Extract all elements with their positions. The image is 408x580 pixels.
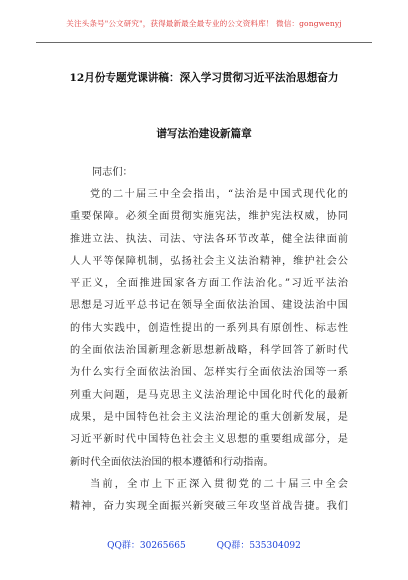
salutation: 同志们： (92, 167, 133, 178)
footer-qq-group-2: QQ群：535304092 (216, 541, 301, 551)
paragraph-1 (70, 184, 348, 474)
paragraph-line: 平正义，全面推进国家各方面工作法治化。”习近平法治 (70, 278, 348, 290)
paragraph-line: 党的二十届三中全会指出，“法治是中国式现代化的 (90, 189, 348, 200)
paragraph-line: 为什么实行全面依法治国、怎样实行全面依法治国等一系 (70, 367, 348, 379)
paragraph-line: 重要保障。必须全面贯彻实施宪法，维护宪法权威，协同 (70, 211, 348, 223)
footer-contact (0, 538, 408, 551)
paragraph-line: 的全面依法治国新理念新思想新战略，科学回答了新时代 (70, 345, 348, 357)
paragraph-line: 人人平等保障机制，弘扬社会主义法治精神，维护社会公 (70, 255, 348, 267)
paragraph-line: 思想是习近平总书记在领导全面依法治国、建设法治中国 (70, 300, 348, 312)
paragraph-line: 新时代全面依法治国的根本遵循和行动指南。 (70, 456, 274, 468)
document-title-line-2: 谱写法治建设新篇章 (156, 128, 252, 140)
paragraph-line: 成果，是中国特色社会主义法治理论的重大创新发展，是 (70, 411, 348, 423)
paragraph-line: 的伟大实践中，创造性提出的一系列具有原创性、标志性 (70, 322, 348, 334)
header-note: 关注头条号"公文研究"，获得最新最全最专业的公文资料库！ 微信：gongwenyj (66, 19, 342, 28)
header-divider (36, 42, 372, 43)
paragraph-line: 推进立法、执法、司法、守法各环节改革，健全法律面前 (70, 233, 348, 245)
footer-qq-group-1: QQ群：30265665 (107, 541, 186, 551)
paragraph-line: 列重大问题，是马克思主义法治理论中国化时代化的最新 (70, 389, 348, 401)
paragraph-2 (70, 474, 348, 519)
paragraph-line: 精神，奋力实现全面振兴新突破三年攻坚首战告捷。我们 (70, 501, 348, 513)
document-title-line-1: 12月份专题党课讲稿：深入学习贯彻习近平法治思想奋力 (69, 72, 339, 84)
paragraph-line: 习近平新时代中国特色社会主义思想的重要组成部分，是 (70, 434, 348, 446)
paragraph-line: 当前，全市上下正深入贯彻党的二十届三中全会 (90, 478, 348, 490)
document-body (70, 162, 348, 518)
